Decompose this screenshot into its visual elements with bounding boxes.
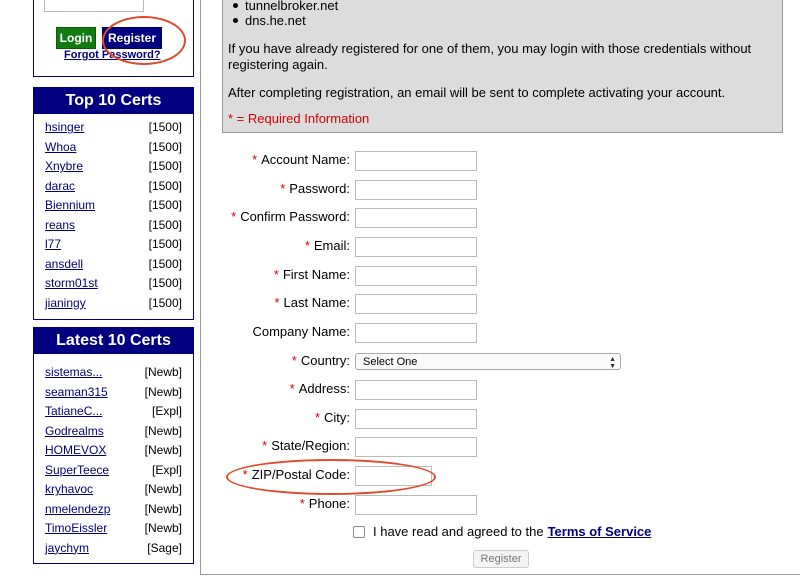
company-name-input[interactable]	[355, 323, 477, 343]
top-certs-box	[33, 87, 194, 320]
login-button[interactable]: Login	[56, 27, 96, 49]
registration-info-box	[222, 0, 783, 133]
cert-user-link[interactable]: Xnybre	[45, 159, 84, 173]
cert-user-link[interactable]: TatianeC...	[45, 404, 103, 418]
field-label-zip: * ZIP/Postal Code:	[242, 467, 350, 482]
cert-user-link[interactable]: storm01st	[45, 276, 98, 290]
cert-user-link[interactable]: jianingy	[45, 295, 86, 310]
cert-user-link[interactable]: reans	[45, 217, 76, 232]
cert-row	[34, 382, 193, 402]
cert-user-link[interactable]: TimoEissler	[45, 521, 108, 535]
password-field[interactable]	[355, 180, 477, 200]
cert-user-link[interactable]: Biennium	[45, 198, 96, 212]
latest-certs-title: Latest 10 Certs	[34, 328, 193, 354]
cert-rank: [1500]	[148, 139, 182, 154]
cert-user-link[interactable]: jaychym	[45, 540, 90, 555]
tos-agreement	[353, 524, 651, 539]
cert-user-link[interactable]: Whoa	[45, 139, 77, 154]
account-name-input[interactable]	[355, 151, 477, 171]
country-select[interactable]: Select One ▲ ▼	[355, 353, 621, 370]
cert-user-link[interactable]: kryhavoc	[45, 482, 94, 496]
password-input[interactable]	[44, 0, 144, 12]
cert-row	[34, 538, 193, 558]
state-region-input[interactable]	[355, 437, 477, 457]
field-label-address: * Address:	[289, 381, 350, 396]
register-button[interactable]: Register	[102, 27, 162, 49]
cert-row	[34, 499, 193, 519]
tos-text: I have read and agreed to the	[373, 524, 544, 539]
cert-user-link[interactable]: HOMEVOX	[45, 443, 107, 457]
cert-rank: [Newb]	[144, 423, 182, 438]
field-label-confirm-password: * Confirm Password:	[231, 209, 350, 224]
cert-rank: [1500]	[148, 198, 182, 212]
cert-rank: [Expl]	[151, 462, 182, 477]
cert-row	[34, 518, 193, 538]
cert-user-link[interactable]: Godrealms	[45, 423, 104, 438]
email-field[interactable]	[355, 237, 477, 257]
cert-user-link[interactable]: nmelendezp	[45, 501, 111, 516]
cert-row	[34, 460, 193, 480]
cert-rank: [Newb]	[144, 443, 182, 457]
top-certs-title: Top 10 Certs	[34, 88, 193, 114]
cert-rank: [1500]	[148, 295, 182, 310]
cert-row	[34, 137, 193, 157]
zip-highlight-annotation	[226, 459, 436, 495]
cert-row	[34, 479, 193, 499]
city-input[interactable]	[355, 409, 477, 429]
cert-rank: [Expl]	[151, 404, 182, 418]
field-label-email: * Email:	[304, 238, 350, 253]
already-registered-text: If you have already registered for one of them, you may login with those credentials without registering again.	[228, 41, 752, 72]
cert-row	[34, 273, 193, 293]
cert-row	[34, 440, 193, 460]
site-list	[245, 0, 338, 28]
cert-rank: [Sage]	[147, 540, 182, 555]
cert-row	[34, 156, 193, 176]
confirm-password-field[interactable]	[355, 208, 477, 228]
last-name-input[interactable]	[355, 294, 477, 314]
cert-rank: [1500]	[148, 178, 182, 193]
latest-certs-box	[33, 327, 194, 564]
cert-rank: [1500]	[148, 217, 182, 232]
register-submit-button[interactable]: Register	[473, 550, 529, 568]
main-panel-bottom-rule	[200, 574, 800, 575]
cert-user-link[interactable]: l77	[45, 237, 62, 251]
field-label-password: * Password:	[280, 181, 350, 196]
cert-rank: [Newb]	[144, 365, 182, 379]
field-label-last-name: * Last Name:	[274, 295, 350, 310]
cert-user-link[interactable]: darac	[45, 178, 76, 193]
field-label-first-name: * First Name:	[273, 267, 350, 282]
forgot-password-link[interactable]: Forgot Password?	[64, 49, 161, 61]
cert-rank: [1500]	[148, 120, 182, 134]
cert-user-link[interactable]: hsinger	[45, 120, 85, 134]
cert-rank: [1500]	[148, 237, 182, 251]
terms-of-service-link[interactable]: Terms of Service	[547, 524, 652, 539]
cert-row	[34, 215, 193, 235]
cert-row	[34, 234, 193, 254]
cert-row	[34, 195, 193, 215]
cert-rank: [1500]	[148, 159, 182, 173]
required-note: * = Required Information	[228, 111, 370, 126]
address-input[interactable]	[355, 380, 477, 400]
site-list-item: dns.he.net	[245, 13, 338, 28]
field-label-country: * Country:	[291, 353, 350, 368]
activation-text: After completing registration, an email will be sent to complete activating your account.	[228, 85, 726, 100]
field-label-phone: * Phone:	[299, 496, 350, 511]
field-label-state-region: * State/Region:	[262, 438, 350, 453]
cert-row	[34, 401, 193, 421]
select-arrows-icon: ▲ ▼	[609, 356, 616, 370]
cert-row	[34, 362, 193, 382]
cert-rank: [Newb]	[144, 384, 182, 399]
cert-user-link[interactable]: SuperTeece	[45, 462, 110, 477]
cert-row	[34, 117, 193, 137]
cert-user-link[interactable]: sistemas...	[45, 365, 103, 379]
first-name-input[interactable]	[355, 266, 477, 286]
cert-row	[34, 254, 193, 274]
cert-row	[34, 176, 193, 196]
register-highlight-annotation	[102, 16, 186, 65]
field-label-city: * City:	[314, 410, 350, 425]
cert-row	[34, 421, 193, 441]
cert-rank: [Newb]	[144, 482, 182, 496]
field-label-account-name: * Account Name:	[252, 152, 350, 167]
cert-user-link[interactable]: seaman315	[45, 384, 108, 399]
tos-checkbox[interactable]	[353, 526, 365, 538]
cert-rank: [Newb]	[144, 521, 182, 535]
phone-input[interactable]	[355, 495, 477, 515]
cert-row	[34, 293, 193, 313]
cert-rank: [Newb]	[144, 501, 182, 516]
cert-user-link[interactable]: ansdell	[45, 256, 84, 271]
cert-rank: [1500]	[148, 256, 182, 271]
field-label-company-name: Company Name:	[252, 324, 350, 339]
site-list-item: tunnelbroker.net	[245, 0, 339, 13]
cert-rank: [1500]	[148, 276, 182, 290]
